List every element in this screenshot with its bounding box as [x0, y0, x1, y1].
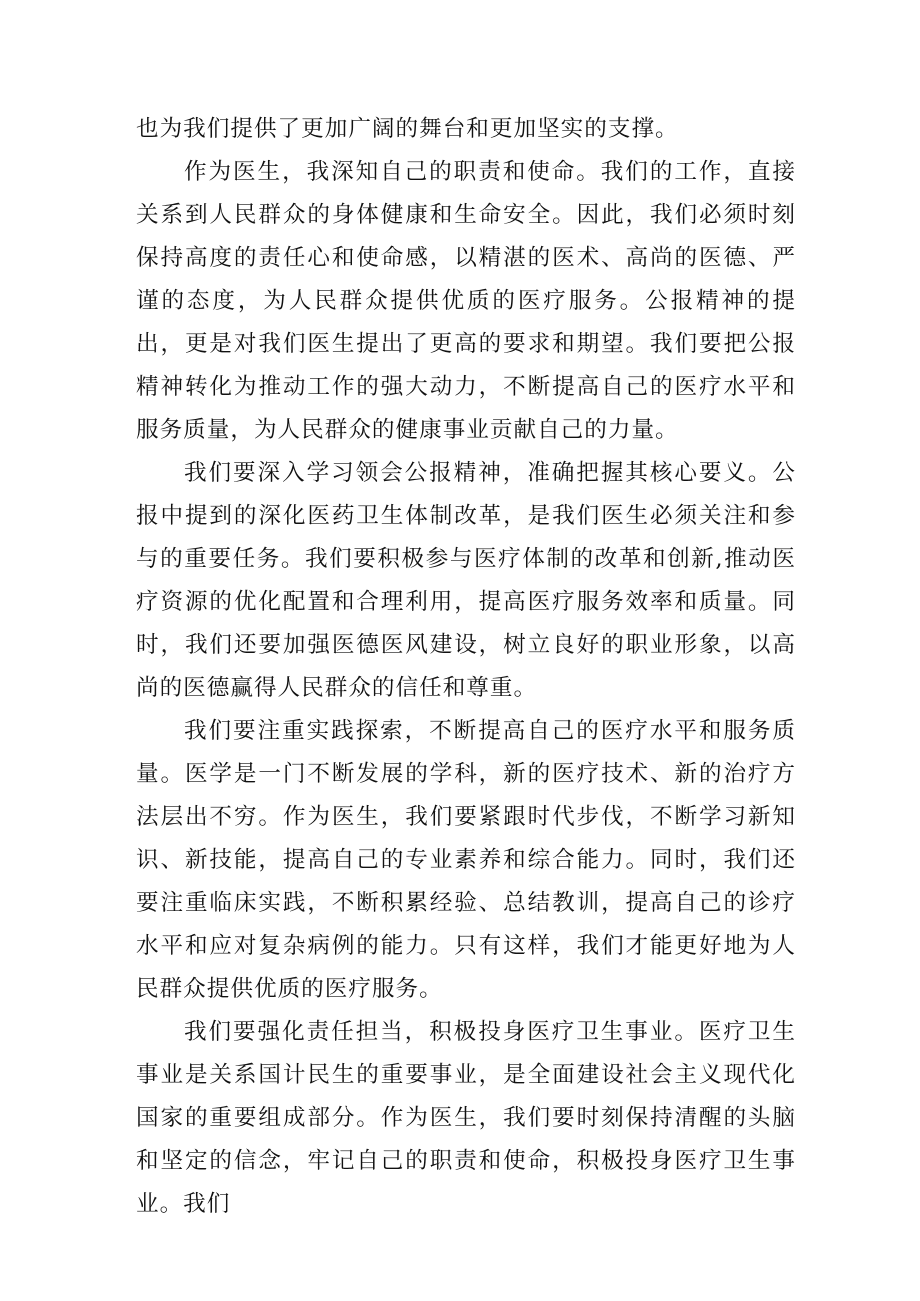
paragraph-2: 作为医生，我深知自己的职责和使命。我们的工作，直接关系到人民群众的身体健康和生命安全。因此，我们必须时刻保持高度的责任心和使命感，以精湛的医术、高尚的医德、严谨的态度，为人民群众提供优质的医疗服务。公报精神的提出，更是对我们医生提出了更高的要求和期望。我们要把公报精神转化为推动工作的强大动力，不断提高自己的医疗水平和服务质量，为人民群众的健康事业贡献自己的力量。 — [136, 159, 796, 443]
paragraph-3: 我们要深入学习领会公报精神，准确把握其核心要义。公报中提到的深化医药卫生体制改革，是我们医生必须关注和参与的重要任务。我们要积极参与医疗体制的改革和创新,推动医疗资源的优化配置和合理利用，提高医疗服务效率和质量。同时，我们还要加强医德医风建设，树立良好的职业形象，以高尚的医德赢得人民群众的信任和尊重。 — [136, 460, 796, 701]
paragraph-4: 我们要注重实践探索，不断提高自己的医疗水平和服务质量。医学是一门不断发展的学科，新的医疗技术、新的治疗方法层出不穷。作为医生，我们要紧跟时代步伐，不断学习新知识、新技能，提高自己的专业素养和综合能力。同时，我们还要注重临床实践，不断积累经验、总结教训，提高自己的诊疗水平和应对复杂病例的能力。只有这样，我们才能更好地为人民群众提供优质的医疗服务。 — [136, 718, 796, 1002]
document-page — [136, 108, 796, 1226]
paragraph-1: 也为我们提供了更加广阔的舞台和更加坚实的支撑。 — [136, 116, 679, 142]
paragraph-5: 我们要强化责任担当，积极投身医疗卫生事业。医疗卫生事业是关系国计民生的重要事业，是全面建设社会主义现代化国家的重要组成部分。作为医生，我们要时刻保持清醒的头脑和坚定的信念，牢记自己的职责和使命，积极投身医疗卫生事业。我们 — [136, 1019, 796, 1217]
